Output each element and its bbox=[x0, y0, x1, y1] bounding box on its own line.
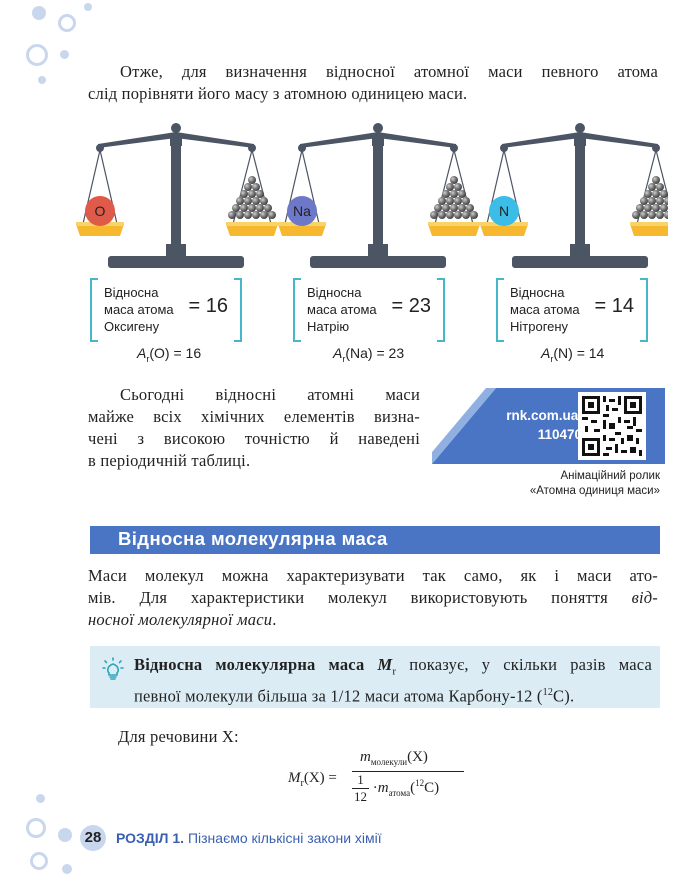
formula-numerator: $m_{молекули}(X)$ bbox=[360, 749, 428, 767]
page-number-badge bbox=[80, 825, 106, 851]
decor-dot bbox=[58, 828, 72, 842]
decor-dot bbox=[84, 3, 92, 11]
atom-symbol: N bbox=[498, 203, 510, 219]
label-value: = 23 bbox=[391, 295, 431, 317]
label-line: маса атома bbox=[510, 302, 580, 317]
qr-link[interactable]: rnk.com.ua/ 110470 bbox=[506, 408, 582, 442]
molecules-paragraph bbox=[88, 565, 658, 631]
molecules-line: носної молекулярної маси. bbox=[88, 610, 277, 629]
label-line: маса атома bbox=[307, 302, 377, 317]
scales-illustration bbox=[68, 118, 668, 273]
decor-dot bbox=[32, 6, 46, 20]
label-line: Натрію bbox=[307, 319, 350, 334]
qr-caption: Анімаційний ролик «Атомна одиниця маси» bbox=[529, 470, 660, 497]
label-value: = 14 bbox=[594, 295, 634, 317]
definition-line: певної молекули більша за 1/12 маси атома Карбону-12 ($^{12}$C). bbox=[134, 686, 575, 706]
decor-dot bbox=[36, 794, 45, 803]
label-line: Відносна bbox=[104, 285, 159, 300]
decor-dot bbox=[26, 818, 46, 838]
definition-text bbox=[134, 654, 652, 708]
intro-paragraph bbox=[88, 61, 658, 105]
for-substance-text: Для речовини X: bbox=[118, 727, 239, 746]
label-line: Нітрогену bbox=[510, 319, 569, 334]
formula-denominator: $\frac{1}{12}$ $\cdot m_{атома}(^{12}C)$ bbox=[354, 772, 440, 804]
label-line: Відносна bbox=[307, 285, 362, 300]
molecules-line: Маси молекул можна характеризувати так само, як і маси ато- bbox=[88, 566, 658, 585]
today-line: чені з високою точністю й наведені bbox=[88, 429, 420, 448]
intro-line: слід порівняти його масу з атомною одиницею маси. bbox=[88, 84, 468, 103]
today-line: майже всіх хімічних елементів визна- bbox=[88, 407, 420, 426]
label-box-sodium bbox=[293, 278, 445, 342]
decor-dot bbox=[60, 50, 69, 59]
atom-symbol: O bbox=[94, 203, 106, 219]
label-box-oxygen bbox=[90, 278, 242, 342]
page-number: 28 bbox=[84, 829, 102, 846]
intro-line: Отже, для визначення відносної атомної маси певного атома bbox=[120, 62, 658, 81]
today-line: в періодичній таблиці. bbox=[88, 451, 251, 470]
qr-code-icon[interactable] bbox=[582, 396, 642, 456]
ar-formula-nitrogen: $A_r(N) = 14$ bbox=[541, 345, 605, 364]
atom-symbol: Na bbox=[293, 203, 311, 219]
decor-dot bbox=[30, 852, 48, 870]
footer-title: РОЗДІЛ 1. Пізнаємо кількісні закони хімії bbox=[116, 830, 382, 846]
label-line: Відносна bbox=[510, 285, 565, 300]
today-line: Сьогодні відносні атомні маси bbox=[120, 385, 420, 404]
section-heading bbox=[90, 526, 660, 554]
label-box-nitrogen bbox=[496, 278, 648, 342]
definition-line: Відносна молекулярна маса $M_r$ показує, у скільки разів маса bbox=[134, 655, 652, 678]
label-value: = 16 bbox=[188, 295, 228, 317]
molar-mass-formula: $M_r(X)$ = $m_{молекули}(X)$ $\frac{1}{12}$ $\cdot m_{атома}(^{12}C)$ bbox=[288, 756, 488, 816]
label-line: Оксигену bbox=[104, 319, 160, 334]
label-line: маса атома bbox=[104, 302, 174, 317]
ar-formula-oxygen: $A_r(O) = 16$ bbox=[137, 345, 202, 364]
decor-dot bbox=[58, 14, 76, 32]
ar-formula-sodium: $A_r(Na) = 23$ bbox=[333, 345, 405, 364]
molecules-line: мів. Для характеристики молекул використовують поняття від- bbox=[88, 588, 658, 607]
decor-dot bbox=[62, 864, 72, 874]
decor-dot bbox=[26, 44, 48, 66]
today-paragraph bbox=[88, 384, 420, 472]
section-title: Відносна молекулярна маса bbox=[118, 528, 388, 549]
decor-dot bbox=[38, 76, 46, 84]
lightbulb-icon bbox=[102, 657, 124, 681]
